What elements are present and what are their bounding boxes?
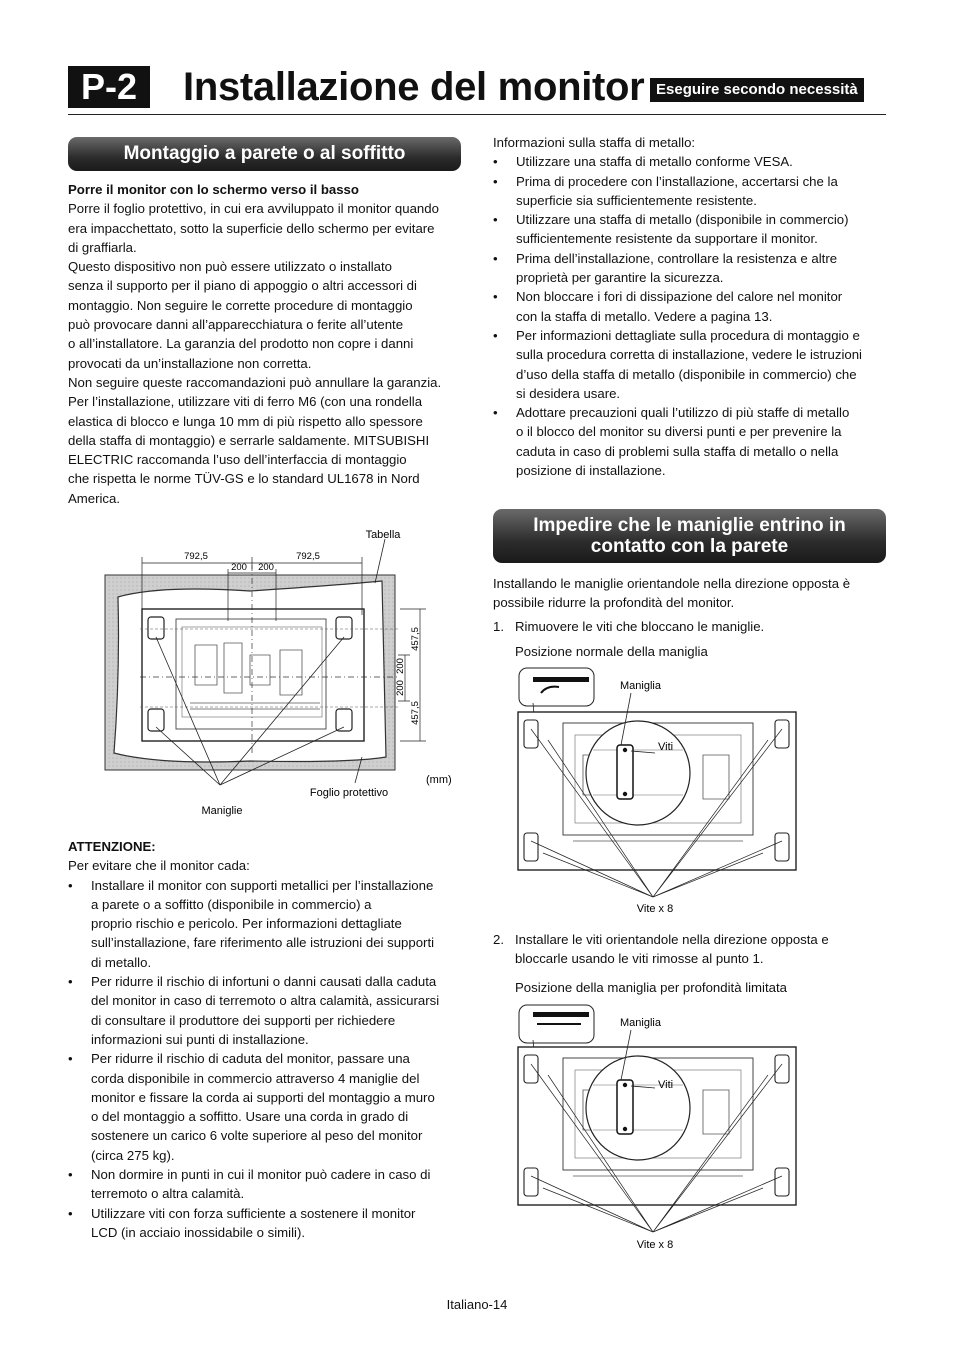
label-maniglie: Maniglie [201,805,243,817]
intro-line: Non seguire queste raccomandazioni può annullare la garanzia. [68,374,442,390]
step-2-caption: Posizione della maniglia per profondità limitata [515,980,787,995]
label-unit: (mm) [426,774,452,786]
list-line: sostenere un carico 6 volte superiore al peso del monitor [91,1128,423,1144]
section-heading-text: Impedire che le maniglie entrino in [533,515,846,536]
list-line: • Non dormire in punti in cui il monitor può cadere in caso di [91,1167,431,1183]
intro-line: Questo dispositivo non può essere utilizzato o installato [68,259,393,275]
handle [336,709,352,731]
intro-line: di graffiarla. [68,239,137,255]
handle [775,720,789,748]
intro-line: o all’installatore. La garanzia del prodotto non copre i danni [68,336,414,352]
zoom-circle [586,721,690,825]
attention-intro: Per evitare che il monitor cada: [68,858,250,874]
bracket-info [493,133,893,480]
handle [775,833,789,861]
dim-label: 200 [231,562,247,573]
zoom-circle [586,1056,690,1160]
list-line: • Utilizzare viti con forza sufficiente a sostenere il monitor [91,1205,416,1221]
list-item [493,287,893,326]
label-foglio: Foglio protettivo [309,787,389,799]
label-viti: Viti [658,741,674,753]
bracket-intro: Informazioni sulla staffa di metallo: [493,135,696,150]
list-line: corda disponibile in commercio attraverso 4 maniglie del [91,1070,420,1086]
label-maniglia: Maniglia [620,680,661,692]
label-vite-x8: Vite x 8 [636,903,674,915]
section-heading-text: Montaggio a parete o al soffitto [123,143,406,164]
intro-line: senza il supporto per il piano di appoggio o altri accessori di [68,278,417,294]
list-line: d’uso della staffa di metallo (disponibile in commercio) che [516,366,857,382]
left-intro [68,180,468,508]
step-number: 2. [493,932,504,947]
list-line: informazioni sui punti di installazione. [91,1031,309,1047]
intro-line: ELECTRIC raccomanda l’uso dell’interfaccia di montaggio [68,452,407,468]
page-title: Installazione del monitor [183,65,645,109]
list-line: sufficientemente resistente da supportare il monitor. [516,231,818,247]
section-badge: P-2 [68,66,150,108]
list-line: proprietà per garantire la sicurezza. [516,270,724,286]
list-line: a parete o a soffitto (disponibile in commercio) a [91,896,372,912]
dim-label: 457,5 [410,701,421,725]
handle [148,709,164,731]
page-number: Italiano-14 [446,1297,508,1312]
list-line: • Per ridurre il rischio di caduta del monitor, passare una [91,1051,410,1067]
intro-line: della staffa di montaggio) e serrarle saldamente. MITSUBISHI [68,432,430,448]
label-vite-x8: Vite x 8 [636,1239,674,1251]
intro-line: montaggio. Non seguire le corrette procedure di montaggio [68,297,413,313]
label-tabella: Tabella [365,529,401,541]
intro-line: provocati da un’installazione non corretta. [68,355,312,371]
list-item [493,172,893,211]
dim-label: 792,5 [184,551,208,562]
handle [524,1168,538,1196]
list-item [493,210,893,249]
intro-line: Porre il foglio protettivo, in cui era avviluppato il monitor quando [68,201,439,217]
list-line: • Non bloccare i fori di dissipazione del calore nel monitor [516,289,843,305]
label-maniglia: Maniglia [620,1017,661,1029]
list-line: • Per informazioni dettagliate sulla procedura di montaggio e [516,327,860,343]
handle [336,617,352,639]
list-line: o il blocco del monitor su diversi punti e per prevenire la [516,424,842,440]
list-line: con la staffa di metallo. Vedere a pagina 13. [516,308,773,324]
list-item [493,249,893,288]
list-line: sull’installazione, fare riferimento alle istruzioni dei supporti [91,935,435,951]
step-2 [493,930,893,967]
list-item [68,972,468,1049]
step-1 [493,617,893,636]
list-line: posizione di installazione. [516,463,666,479]
list-item [493,152,893,171]
handle-zoom [617,745,633,799]
section-heading-wall-mount [68,137,461,171]
list-line: proprio rischio e pericolo. Per informazioni dettagliate [91,916,402,932]
attention-list [68,876,468,1243]
list-item [493,403,893,480]
list-line: monitor e fissare la corda ai supporti del montaggio a muro [91,1089,435,1105]
handle-normal-diagram [513,665,803,917]
list-line: • Prima di procedere con l’installazione, accertarsi che la [516,173,838,189]
list-item [68,1165,468,1204]
label-viti: Viti [658,1079,674,1091]
wall-mount-diagram [100,525,465,825]
bracket-list [493,152,893,480]
dim-label: 200 [258,562,274,573]
list-line: o del montaggio a soffitto. Usare una corda in grado di [91,1109,409,1125]
step-text: bloccarle usando le viti rimosse al punto 1. [515,951,764,967]
intro-line: elastica di blocco e lunga 10 mm di più rispetto allo spessore [68,413,423,429]
list-item [68,1049,468,1165]
handle [148,617,164,639]
list-item [68,876,468,972]
intro-line: era impacchettato, sotto la superficie dello schermo per evitare [68,220,435,236]
dim-label: 200 [395,658,406,674]
list-line: di metallo. [91,954,152,970]
intro-line: che rispetta le norme TÜV-GS e lo standard UL1678 in Nord [68,471,420,487]
dim-label: 200 [395,680,406,696]
handle [524,833,538,861]
list-line: (circa 275 kg). [91,1147,175,1163]
list-line: si desidera usare. [516,385,621,401]
dim-label: 457,5 [410,627,421,651]
list-item [68,1204,468,1243]
list-line: caduta in caso di problemi sulla staffa di metallo o nella [516,443,839,459]
handle [775,1055,789,1083]
dim-label: 792,5 [296,551,320,562]
section-heading-handles [493,509,886,563]
section-heading-text: contatto con la parete [590,536,789,557]
step-text: Installare le viti orientandole nella direzione opposta e [515,932,829,947]
paragraph-line: Installando le maniglie orientandole nella direzione opposta è [493,576,851,591]
handle-zoom [617,1080,633,1134]
list-line: superficie sia sufficientemente resistente. [516,192,757,208]
list-line: • Utilizzare una staffa di metallo (disponibile in commercio) [516,212,849,228]
list-line: del monitor in caso di terremoto o altra calamità, assicurarsi [91,993,440,1009]
list-line: LCD (in acciaio inossidabile o simili). [91,1224,306,1240]
step-number: 1. [493,619,504,634]
intro-line: America. [68,490,121,506]
list-line: terremoto o altra calamità. [91,1186,245,1202]
step-1-caption: Posizione normale della maniglia [515,644,708,659]
paragraph-line: possibile ridurre la profondità del monitor. [493,595,735,611]
handle [524,1055,538,1083]
optional-tag: Eseguire secondo necessità [650,78,864,102]
handle [775,1168,789,1196]
list-item [493,326,893,403]
handle-reduced-diagram [513,1002,803,1254]
list-line: • Installare il monitor con supporti metallici per l’installazione [91,877,434,893]
attention-heading: ATTENZIONE: [68,839,156,854]
list-line: sulla procedura corretta di installazione, vedere le istruzioni [516,347,862,363]
step-text: Rimuovere le viti che bloccano le maniglie. [515,619,765,634]
list-line: di consultare il produttore dei supporti per richiedere [91,1012,396,1028]
intro-line: Per l’installazione, utilizzare viti di ferro M6 (con una rondella [68,394,423,410]
handles-intro [493,574,893,613]
list-line: • Per ridurre il rischio di infortuni o danni causati dalla caduta [91,974,437,990]
list-line: • Utilizzare una staffa di metallo conforme VESA. [516,154,793,170]
attention-block [68,837,468,1242]
list-line: • Adottare precauzioni quali l’utilizzo di più staffe di metallo [516,405,850,421]
intro-line: può provocare danni all’apparecchiatura o ferite all’utente [68,317,404,333]
handle [524,720,538,748]
list-line: • Prima dell’installazione, controllare la resistenza e altre [516,250,838,266]
intro-heading: Porre il monitor con lo schermo verso il basso [68,182,359,197]
